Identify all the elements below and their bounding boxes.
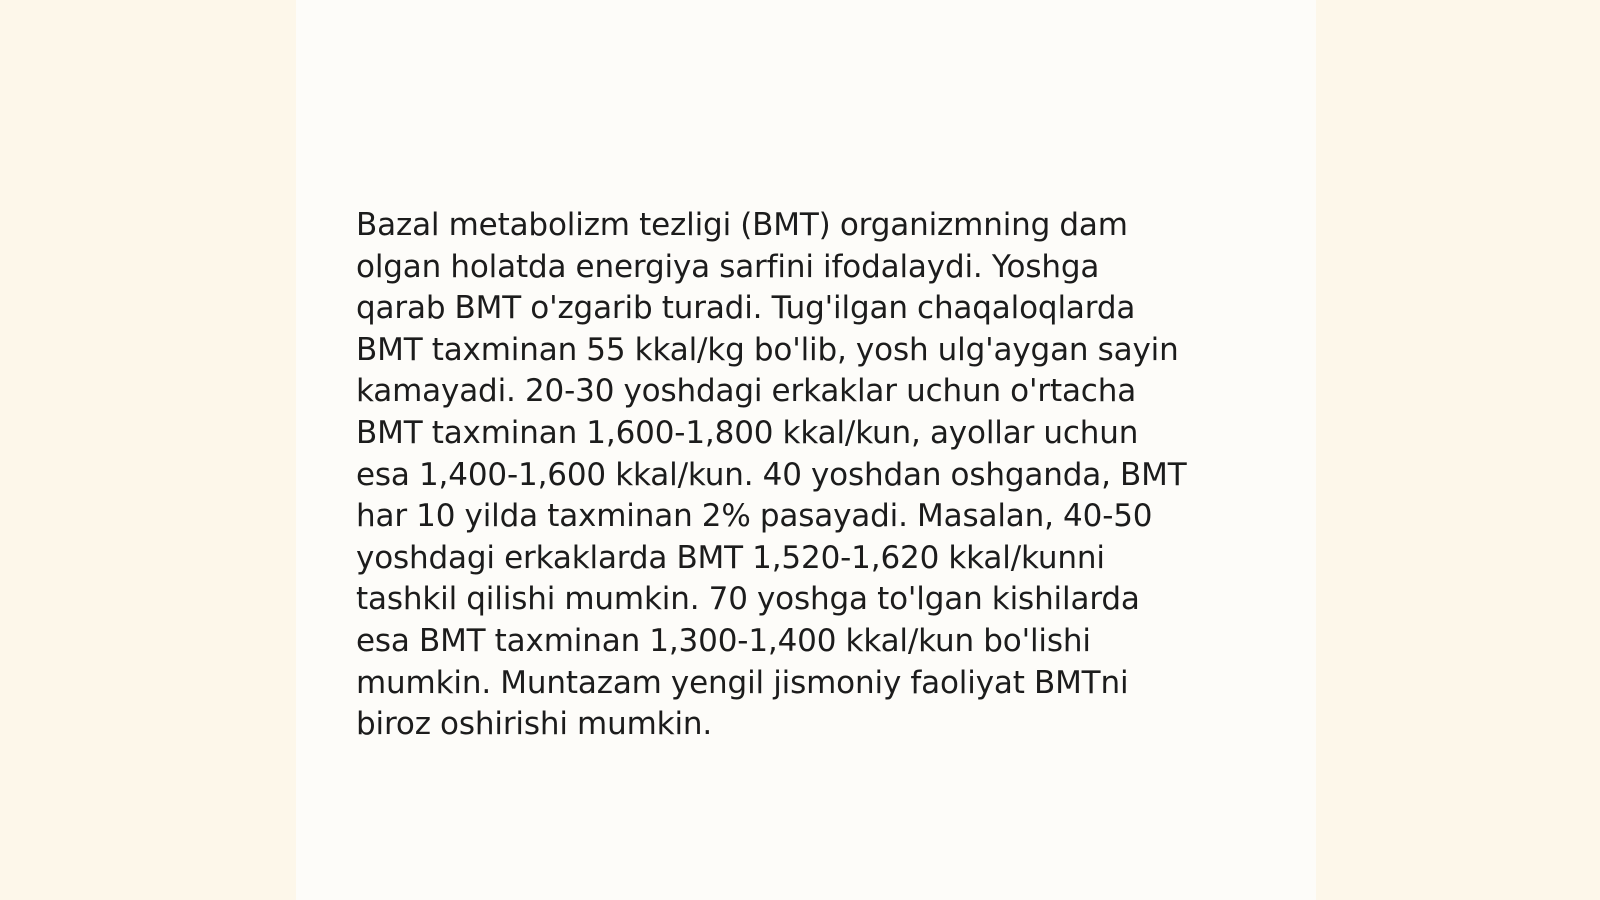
paragraph-line-4: BMT taxminan 55 kkal/kg bo'lib, yosh ulg'aygan sayin [356, 331, 1179, 368]
paragraph-line-12: mumkin. Muntazam yengil jismoniy faoliyat BMTni [356, 664, 1129, 701]
paragraph-line-3: qarab BMT o'zgarib turadi. Tug'ilgan chaqaloqlarda [356, 290, 1136, 327]
paragraph-line-9: yoshdagi erkaklarda BMT 1,520-1,620 kkal/kunni [356, 539, 1105, 576]
body-paragraph [356, 205, 1236, 746]
paragraph-line-11: esa BMT taxminan 1,300-1,400 kkal/kun bo'lishi [356, 622, 1091, 659]
paragraph-line-5: kamayadi. 20-30 yoshdagi erkaklar uchun o'rtacha [356, 373, 1137, 410]
paragraph-line-13: biroz oshirishi mumkin. [356, 706, 713, 743]
paragraph-line-8: har 10 yilda taxminan 2% pasayadi. Masalan, 40-50 [356, 498, 1153, 535]
paragraph-line-6: BMT taxminan 1,600-1,800 kkal/kun, ayollar uchun [356, 414, 1139, 451]
paragraph-line-10: tashkil qilishi mumkin. 70 yoshga to'lgan kishilarda [356, 581, 1140, 618]
paragraph-line-7: esa 1,400-1,600 kkal/kun. 40 yoshdan oshganda, BMT [356, 456, 1187, 493]
paragraph-line-1: Bazal metabolizm tezligi (BMT) organizmning dam [356, 207, 1128, 243]
document-page [296, 0, 1316, 900]
paragraph-line-2: olgan holatda energiya sarfini ifodalaydi. Yoshga [356, 248, 1100, 285]
